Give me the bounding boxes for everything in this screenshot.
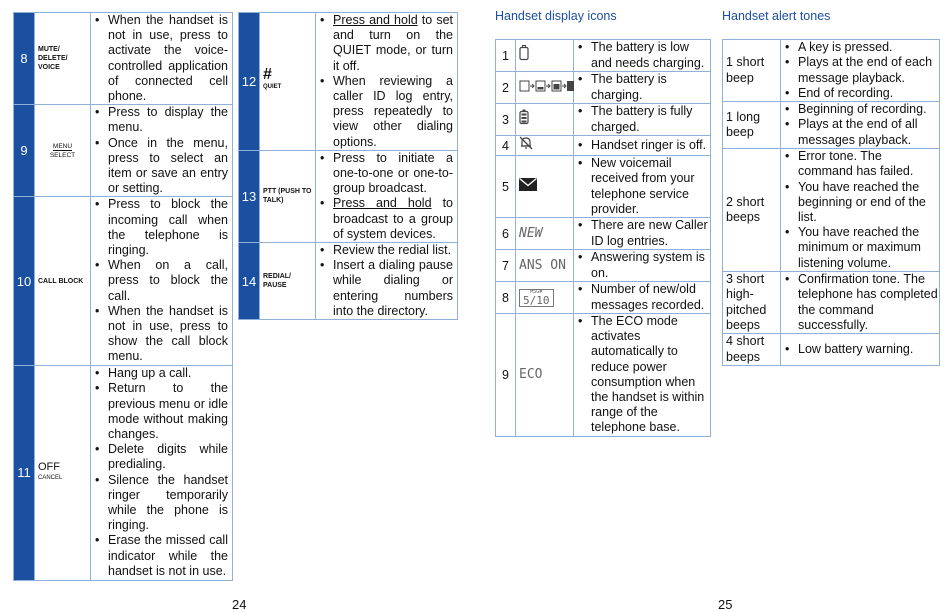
key-label-bottom: QUIET — [263, 84, 282, 91]
mute-delete-voice-key: MUTE/ DELETE/ VOICE — [35, 13, 91, 105]
list-item: • Silence the handset ringer temporarily while the phone is ringing. — [108, 473, 228, 534]
key-label-bottom: SELECT — [49, 151, 76, 159]
key-label-bottom: CANCEL — [38, 474, 63, 481]
icon-description — [574, 250, 711, 282]
icon-cell — [516, 104, 574, 136]
row-number: 10 — [14, 197, 35, 365]
row-number: 1 — [496, 40, 516, 72]
icon-description — [574, 156, 711, 218]
list-item: • Answering system is on. — [591, 250, 710, 280]
row-number: 13 — [239, 150, 260, 242]
key-description — [91, 13, 233, 105]
emphasis: Press and hold — [333, 13, 418, 27]
tone-name: 2 short beeps — [723, 149, 781, 272]
list-item: • Hang up a call. — [108, 366, 228, 381]
row-number: 3 — [496, 104, 516, 136]
key-description — [316, 243, 458, 320]
icon-description — [574, 72, 711, 104]
key-label-top: MENU — [52, 142, 73, 150]
list-item: • Once in the menu, press to select an item or save an entry or setting. — [108, 136, 228, 197]
icons-table — [495, 39, 711, 437]
icon-description — [574, 218, 711, 250]
quiet-key — [260, 13, 316, 151]
list-item: • Insert a dialing pause while dialing or entering numbers into the directory. — [333, 258, 453, 319]
list-item: • Number of new/old messages recorded. — [591, 282, 710, 312]
icons-section-title: Handset display icons — [495, 9, 617, 23]
icon-cell — [516, 40, 574, 72]
list-item: • Plays at the end of all messages playback. — [798, 117, 939, 147]
list-item — [333, 13, 453, 74]
row-number: 4 — [496, 136, 516, 156]
key-description — [91, 197, 233, 365]
list-item: • Plays at the end of each message playback. — [798, 55, 939, 85]
ans-on-icon: ANS ON — [516, 250, 574, 282]
row-number: 9 — [496, 314, 516, 437]
icon-description — [574, 136, 711, 156]
tone-name: 1 long beep — [723, 102, 781, 149]
icon-cell — [516, 156, 574, 218]
key-description — [91, 365, 233, 580]
tones-table — [722, 39, 940, 366]
count-text: 5/10 — [523, 293, 550, 307]
row-number: 11 — [14, 365, 35, 580]
tone-name: 4 short beeps — [723, 334, 781, 366]
list-item: • Beginning of recording. — [798, 102, 939, 117]
battery-charging-icon — [519, 77, 575, 93]
list-item: • When the handset is not in use, press to activate the voice-controlled application of connected cell phone. — [108, 13, 228, 104]
list-item: • Confirmation tone. The telephone has completed the command successfully. — [798, 272, 939, 333]
row-number: 2 — [496, 72, 516, 104]
eco-icon: ECO — [516, 314, 574, 437]
row-number: 14 — [239, 243, 260, 320]
page-number-left: 24 — [232, 597, 247, 612]
icon-description — [574, 314, 711, 437]
list-item: • Press to block the incoming call when the telephone is ringing. — [108, 197, 228, 258]
row-number: 9 — [14, 105, 35, 197]
icon-cell — [516, 136, 574, 156]
list-item: • Press to display the menu. — [108, 105, 228, 135]
tone-description — [781, 272, 940, 334]
icon-description — [574, 104, 711, 136]
icon-cell — [516, 72, 574, 104]
list-item: • You have reached the minimum or maximum listening volume. — [798, 225, 939, 271]
row-number: 5 — [496, 156, 516, 218]
call-block-key: CALL BLOCK — [35, 197, 91, 365]
list-item: • New voicemail received from your telephone service provider. — [591, 156, 710, 217]
list-item: • Review the redial list. — [333, 243, 453, 258]
menu-select-key — [35, 105, 91, 197]
list-item: • End of recording. — [798, 86, 939, 101]
battery-full-icon — [519, 109, 529, 125]
row-number: 8 — [496, 282, 516, 314]
icon-cell — [516, 282, 574, 314]
key-description — [316, 150, 458, 242]
ptt-key: PTT (PUSH TO TALK) — [260, 150, 316, 242]
tone-description — [781, 334, 940, 366]
page-number-right: 25 — [718, 597, 733, 612]
row-number: 12 — [239, 13, 260, 151]
key-description — [316, 13, 458, 151]
hash-icon: # — [263, 66, 272, 84]
envelope-icon — [519, 178, 537, 191]
tone-description — [781, 102, 940, 149]
list-item: • When reviewing a caller ID log entry, press repeatedly to view other dialing options. — [333, 74, 453, 150]
battery-empty-icon — [519, 45, 529, 61]
tone-name: 3 short high-pitched beeps — [723, 272, 781, 334]
list-item: • The ECO mode activates automatically to reduce power consumption when the handset is within range of the telephone base. — [591, 314, 710, 436]
off-cancel-key — [35, 365, 91, 580]
list-item: • Handset ringer is off. — [591, 138, 710, 153]
msg-label: MSG# — [530, 288, 543, 295]
keys-table-left — [13, 12, 233, 581]
tones-section-title: Handset alert tones — [722, 9, 831, 23]
tone-name: 1 short beep — [723, 40, 781, 102]
list-item: • When the handset is not in use, press to show the call block menu. — [108, 304, 228, 365]
keys-table-right — [238, 12, 458, 320]
tone-description — [781, 40, 940, 102]
new-icon: NEW — [516, 218, 574, 250]
list-item: • The battery is low and needs charging. — [591, 40, 710, 70]
list-item-text: to broadcast to a group of system devices. — [333, 196, 453, 241]
list-item: • Press to initiate a one-to-one or one-to-group broadcast. — [333, 151, 453, 197]
list-item: • The battery is charging. — [591, 72, 710, 102]
list-item: • A key is pressed. — [798, 40, 939, 55]
row-number: 8 — [14, 13, 35, 105]
redial-pause-key: REDIAL/ PAUSE — [260, 243, 316, 320]
list-item: • Low battery warning. — [798, 342, 939, 357]
list-item: • Return to the previous menu or idle mode without making changes. — [108, 381, 228, 442]
list-item: • Delete digits while predialing. — [108, 442, 228, 472]
row-number: 7 — [496, 250, 516, 282]
key-label-top: OFF — [38, 460, 60, 473]
list-item: • Error tone. The command has failed. — [798, 149, 939, 179]
list-item: • Erase the missed call indicator while the handset is not in use. — [108, 533, 228, 579]
list-item: • When on a call, press to block the call. — [108, 258, 228, 304]
row-number: 6 — [496, 218, 516, 250]
list-item-text: to set and turn on the QUIET mode, or turn it off. — [333, 13, 453, 73]
tone-description — [781, 149, 940, 272]
list-item: • You have reached the beginning or end of the list. — [798, 180, 939, 226]
icon-description — [574, 40, 711, 72]
key-description — [91, 105, 233, 197]
icon-description — [574, 282, 711, 314]
emphasis: Press and hold — [333, 196, 432, 211]
list-item: • There are new Caller ID log entries. — [591, 218, 710, 248]
message-count-icon — [519, 289, 554, 307]
ringer-off-icon — [519, 136, 533, 150]
list-item: • The battery is fully charged. — [591, 104, 710, 134]
list-item — [333, 196, 453, 242]
